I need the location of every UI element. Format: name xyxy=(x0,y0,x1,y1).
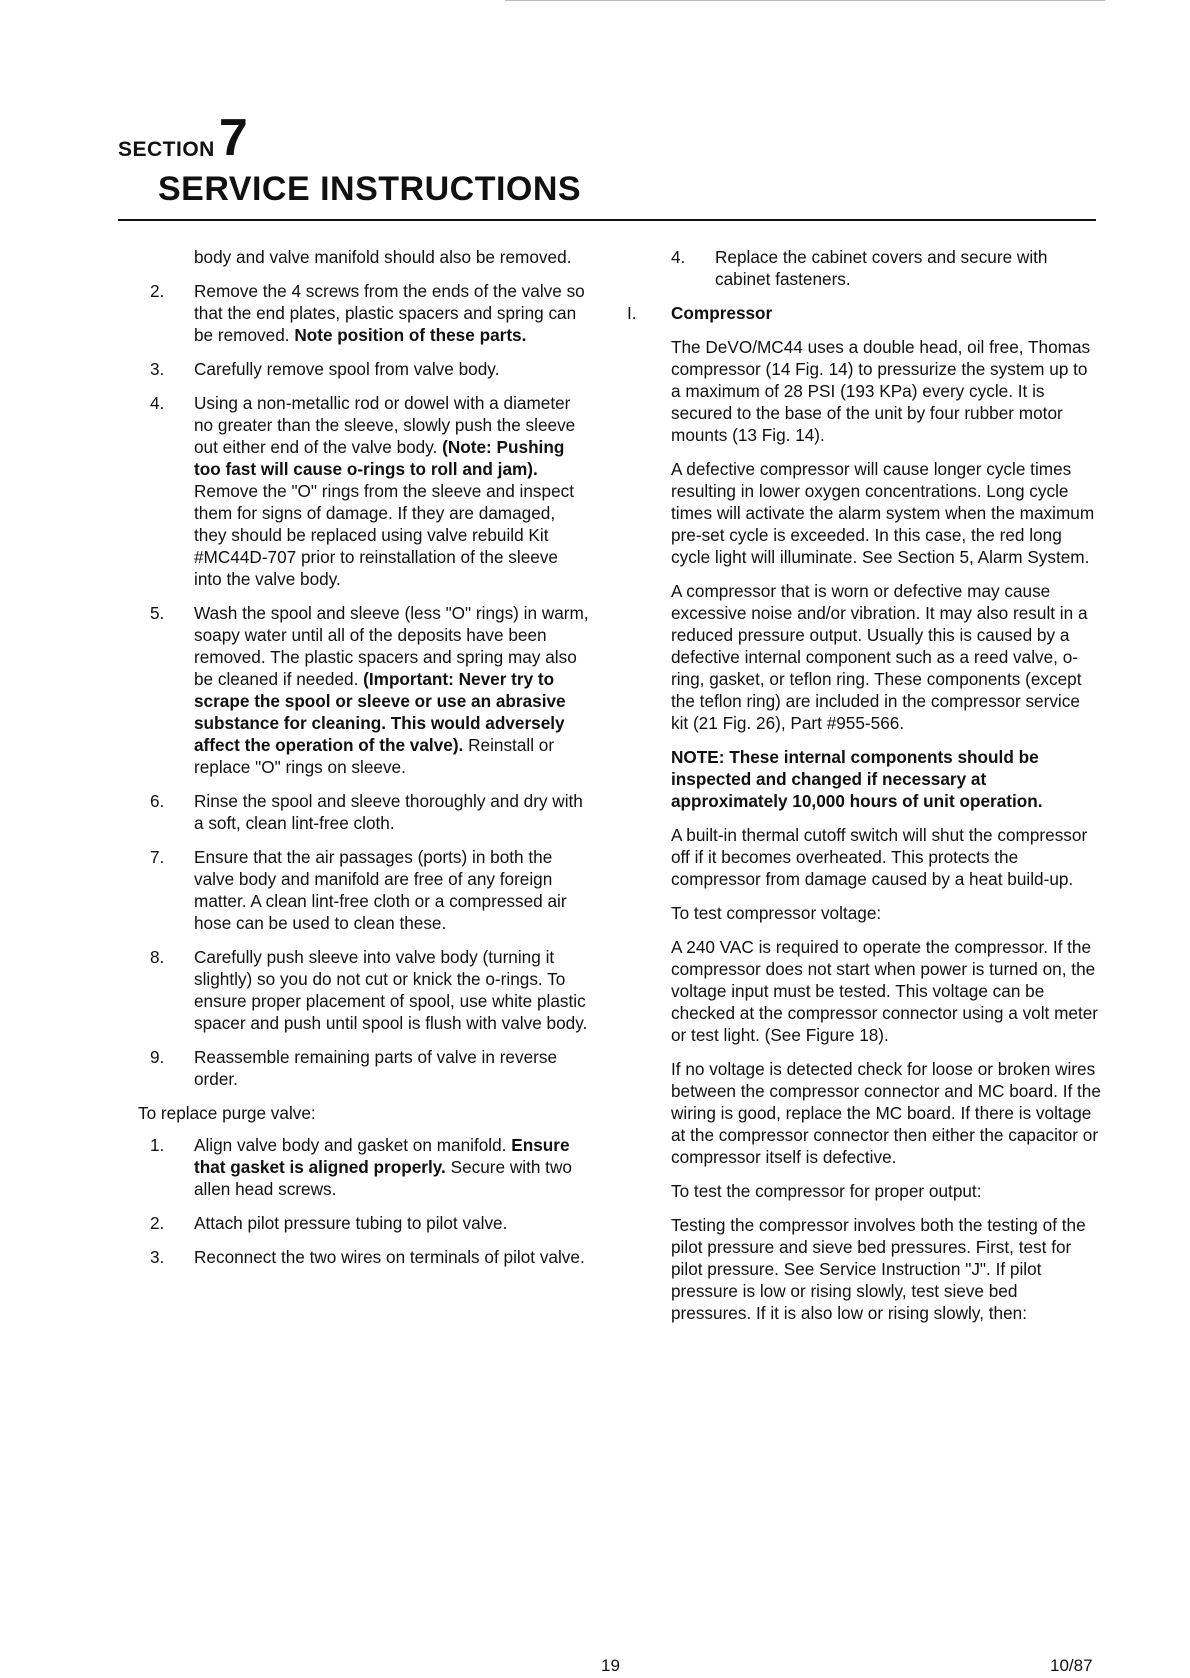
left-column xyxy=(138,246,590,1280)
step-5 xyxy=(150,602,590,778)
section-label xyxy=(118,109,248,167)
section-number: 7 xyxy=(218,109,248,167)
cabinet-step-4 xyxy=(671,246,1101,290)
step-8 xyxy=(150,946,590,1034)
step-text: Carefully push sleeve into valve body (turning it slightly) so you do not cut or knick the o-rings. To ensure proper placement of spool, use white plastic spacer and push until spool is flush with valve body. xyxy=(194,947,588,1033)
no-voltage-paragraph: If no voltage is detected check for loose or broken wires between the compressor connector and MC board. If the wiring is good, replace the MC board. If there is voltage at the compressor connector then either the capacitor or compressor itself is defective. xyxy=(671,1059,1101,1167)
step-7 xyxy=(150,846,590,934)
section-letter: I. xyxy=(627,303,637,323)
compressor-overview-paragraph: The DeVO/MC44 uses a double head, oil free, Thomas compressor (14 Fig. 14) to pressurize the system up to a maximum of 28 PSI (193 KPa) every cycle. It is secured to the base of the unit by four rubber motor mounts (13 Fig. 14). xyxy=(671,337,1091,445)
section-word: SECTION xyxy=(118,138,215,161)
voltage-paragraph: A 240 VAC is required to operate the compressor. If the compressor does not start when power is turned on, the voltage input must be tested. This voltage can be checked at the compressor connector using a volt meter or test light. (See Figure 18). xyxy=(671,937,1099,1045)
purge-valve-intro: To replace purge valve: xyxy=(138,1103,316,1123)
worn-compressor-paragraph: A compressor that is worn or defective may cause excessive noise and/or vibration. It may also result in a reduced pressure output. Usually this is caused by a defective internal component such as a reed valve, o-ring, gasket, or teflon ring. These components (except the teflon ring) are included in the compressor service kit (21 Fig. 26), Part #955-566. xyxy=(671,581,1088,733)
step-text: Using a non-metallic rod or dowel with a diameter no greater than the sleeve, slowly push the sleeve out either end of the valve body. xyxy=(194,393,576,457)
step-text-continued: Secure with two allen head screws. xyxy=(194,1157,572,1199)
step-text: Wash the spool and sleeve (less "O" rings) in warm, soapy water until all of the deposits have been removed. The plastic spacers and spring may also be cleaned if needed. xyxy=(194,603,589,689)
step-note: (Note: Pushing too fast will cause o-rings to roll and jam). xyxy=(194,437,565,479)
step-text: Ensure that the air passages (ports) in both the valve body and manifold are free of any foreign matter. A clean lint-free cloth or a compressed air hose can be used to clean these. xyxy=(194,847,567,933)
step-number: 9. xyxy=(150,1047,165,1067)
step-number: 3. xyxy=(150,359,165,379)
step-text: Align valve body and gasket on manifold. xyxy=(194,1135,507,1155)
step-number: 8. xyxy=(150,947,165,967)
step-number: 4. xyxy=(150,393,165,413)
section-heading: Compressor xyxy=(671,303,773,323)
service-note: NOTE: These internal components should be inspected and changed if necessary at approximately 10,000 hours of unit operation. xyxy=(671,747,1043,811)
purge-step-1 xyxy=(150,1134,590,1200)
purge-step-2 xyxy=(150,1212,590,1234)
output-test-paragraph: Testing the compressor involves both the testing of the pilot pressure and sieve bed pressures. First, test for pilot pressure. See Service Instruction "J". If pilot pressure is low or rising slowly, test sieve bed pressures. If it is also low or rising slowly, then: xyxy=(671,1215,1086,1323)
step-text: Reassemble remaining parts of valve in reverse order. xyxy=(194,1047,558,1089)
step-number: 3. xyxy=(150,1247,165,1267)
page-number: 19 xyxy=(601,1656,620,1675)
compressor-heading xyxy=(627,302,1101,324)
step-text: Replace the cabinet covers and secure with cabinet fasteners. xyxy=(715,247,1048,289)
thermal-cutoff-paragraph: A built-in thermal cutoff switch will shut the compressor off if it becomes overheated. This protects the compressor from damage caused by a heat build-up. xyxy=(671,825,1088,889)
step-text-continued: Reinstall or replace "O" rings on sleeve. xyxy=(194,735,555,777)
defective-compressor-paragraph: A defective compressor will cause longer cycle times resulting in lower oxygen concentrations. Long cycle times will activate the alarm system when the maximum pre-set cycle is exceeded. In this case, the red long cycle light will illuminate. See Section 5, Alarm System. xyxy=(671,459,1095,567)
step-number: 6. xyxy=(150,791,165,811)
right-column xyxy=(627,246,1101,1336)
step-9 xyxy=(150,1046,590,1090)
step-2 xyxy=(150,280,590,346)
top-edge-rule xyxy=(505,0,1105,1)
step-6 xyxy=(150,790,590,834)
step-text-continued: Remove the "O" rings from the sleeve and inspect them for signs of damage. If they are damaged, they should be replaced using valve rebuild Kit #MC44D-707 prior to reinstallation of the sleeve into the valve body. xyxy=(194,481,575,589)
header-divider xyxy=(118,219,1096,221)
step-text: Reconnect the two wires on terminals of pilot valve. xyxy=(194,1247,585,1267)
step-important: (Important: Never try to scrape the spool or sleeve or use an abrasive substance for cleaning. This would adversely affect the operation of the valve). xyxy=(194,669,566,755)
step-text: Carefully remove spool from valve body. xyxy=(194,359,500,379)
step-number: 2. xyxy=(150,1213,165,1233)
step-text: Attach pilot pressure tubing to pilot valve. xyxy=(194,1213,508,1233)
continued-step-text: body and valve manifold should also be removed. xyxy=(194,247,572,267)
step-4 xyxy=(150,392,590,590)
step-number: 2. xyxy=(150,281,165,301)
step-number: 5. xyxy=(150,603,165,623)
step-3 xyxy=(150,358,590,380)
voltage-test-intro: To test compressor voltage: xyxy=(671,903,882,923)
step-note: Note position of these parts. xyxy=(294,325,527,345)
revision-date: 10/87 xyxy=(1050,1656,1093,1675)
purge-step-3 xyxy=(150,1246,590,1268)
step-number: 7. xyxy=(150,847,165,867)
step-text: Remove the 4 screws from the ends of the valve so that the end plates, plastic spacers and spring can be removed. xyxy=(194,281,585,345)
page-title: SERVICE INSTRUCTIONS xyxy=(158,170,582,208)
step-note: Ensure that gasket is aligned properly. xyxy=(194,1135,570,1177)
step-number: 1. xyxy=(150,1135,165,1155)
output-test-intro: To test the compressor for proper output: xyxy=(671,1181,982,1201)
step-text: Rinse the spool and sleeve thoroughly and dry with a soft, clean lint-free cloth. xyxy=(194,791,583,833)
step-number: 4. xyxy=(671,247,686,267)
